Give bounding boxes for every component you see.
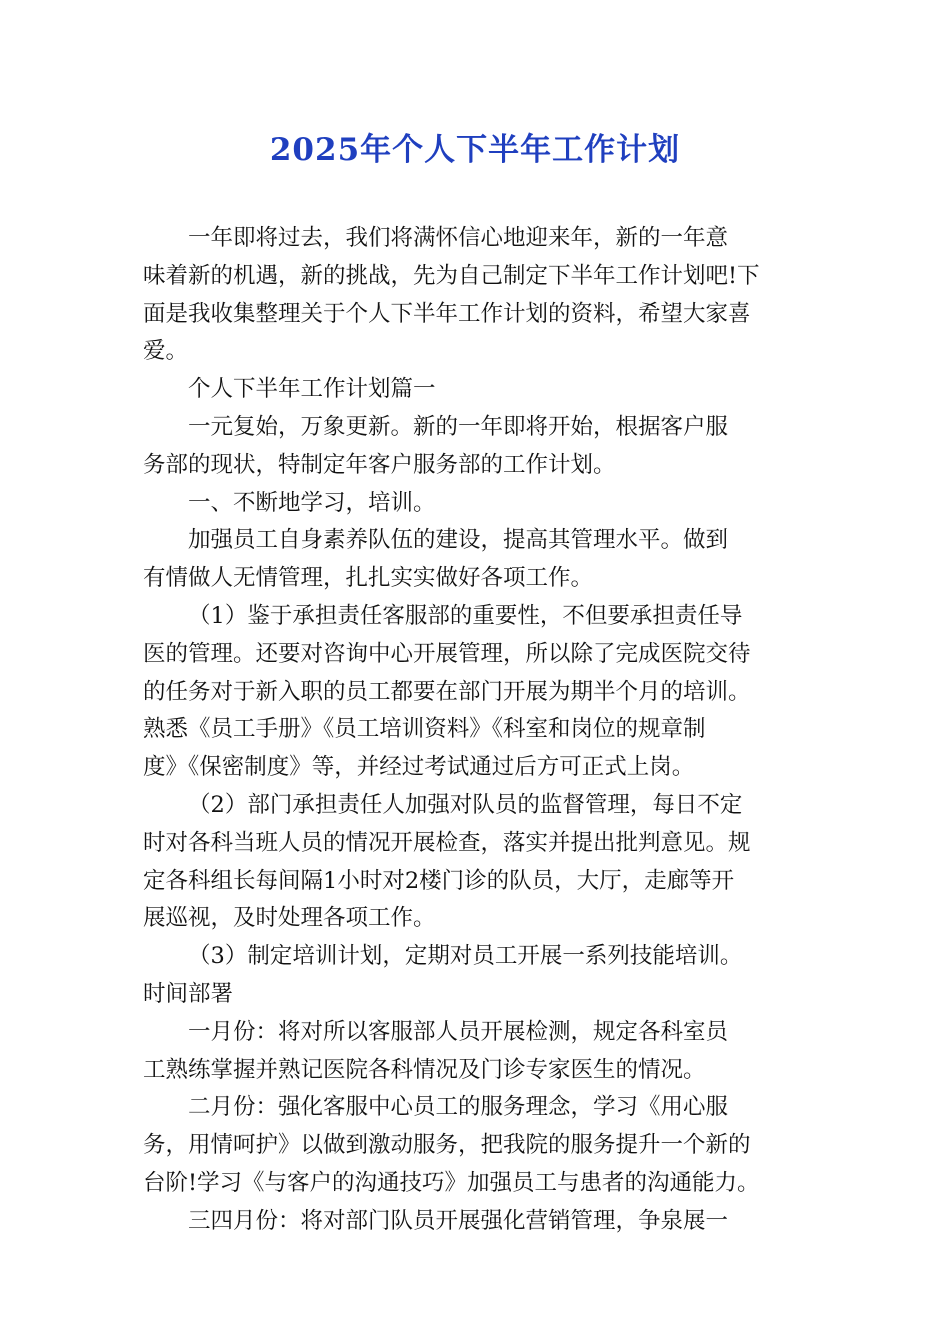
- text-line: 度》《保密制度》等，并经过考试通过后方可正式上岗。: [143, 754, 695, 781]
- section-heading: 一、不断地学习，培训。: [188, 489, 436, 516]
- paragraph: [143, 938, 805, 1014]
- paragraph: [143, 409, 805, 485]
- text-line: （1）鉴于承担责任客服部的重要性，不但要承担责任导: [188, 602, 743, 629]
- paragraph: [143, 1203, 805, 1241]
- text-line: 定各科组长每间隔1小时对2楼门诊的队员，大厅，走廊等开: [143, 867, 735, 894]
- paragraph: [143, 522, 805, 598]
- text-line: 工熟练掌握并熟记医院各科情况及门诊专家医生的情况。: [143, 1056, 706, 1083]
- text-line: 时间部署: [143, 980, 234, 1007]
- paragraph: [143, 371, 805, 409]
- paragraph: [143, 220, 805, 371]
- paragraph: [143, 1014, 805, 1090]
- text-line: 的任务对于新入职的员工都要在部门开展为期半个月的培训。: [143, 678, 751, 705]
- paragraph: [143, 787, 805, 938]
- paragraph: [143, 1089, 805, 1202]
- text-line: 时对各科当班人员的情况开展检查，落实并提出批判意见。规: [143, 829, 751, 856]
- paragraph: [143, 598, 805, 787]
- text-line: 味着新的机遇，新的挑战，先为自己制定下半年工作计划吧!下: [143, 262, 760, 289]
- text-line: 一年即将过去，我们将满怀信心地迎来年，新的一年意: [188, 225, 729, 251]
- text-line: 面是我收集整理关于个人下半年工作计划的资料，希望大家喜: [143, 300, 751, 327]
- text-line: 二月份：强化客服中心员工的服务理念，学习《用心服: [188, 1094, 729, 1121]
- text-line: 熟悉《员工手册》《员工培训资料》《科室和岗位的规章制: [143, 716, 706, 743]
- text-line: 务部的现状，特制定年客户服务部的工作计划。: [143, 451, 616, 478]
- text-line: 有情做人无情管理，扎扎实实做好各项工作。: [143, 565, 594, 592]
- text-line: 务，用情呵护》以做到激动服务，把我院的服务提升一个新的: [143, 1132, 751, 1159]
- text-line: 爱。: [143, 338, 189, 365]
- text-line: 加强员工自身素养队伍的建设，提高其管理水平。做到: [188, 527, 729, 554]
- paragraph: [143, 485, 805, 523]
- text-line: 展巡视，及时处理各项工作。: [143, 905, 436, 932]
- text-line: （2）部门承担责任人加强对队员的监督管理，每日不定: [188, 791, 743, 818]
- text-line: 一元复始，万象更新。新的一年即将开始，根据客户服: [188, 413, 729, 440]
- text-line: 三四月份：将对部门队员开展强化营销管理，争泉展一: [188, 1207, 729, 1234]
- section-heading: 个人下半年工作计划篇一: [188, 376, 436, 403]
- text-line: 台阶!学习《与客户的沟通技巧》加强员工与患者的沟通能力。: [143, 1169, 760, 1196]
- text-line: （3）制定培训计划，定期对员工开展一系列技能培训。: [188, 943, 743, 970]
- document-title: 2025年个人下半年工作计划: [269, 132, 681, 168]
- text-line: 医的管理。还要对咨询中心开展管理，所以除了完成医院交待: [143, 640, 751, 667]
- document-body: [143, 220, 805, 1241]
- text-line: 一月份：将对所以客服部人员开展检测，规定各科室员: [188, 1018, 729, 1045]
